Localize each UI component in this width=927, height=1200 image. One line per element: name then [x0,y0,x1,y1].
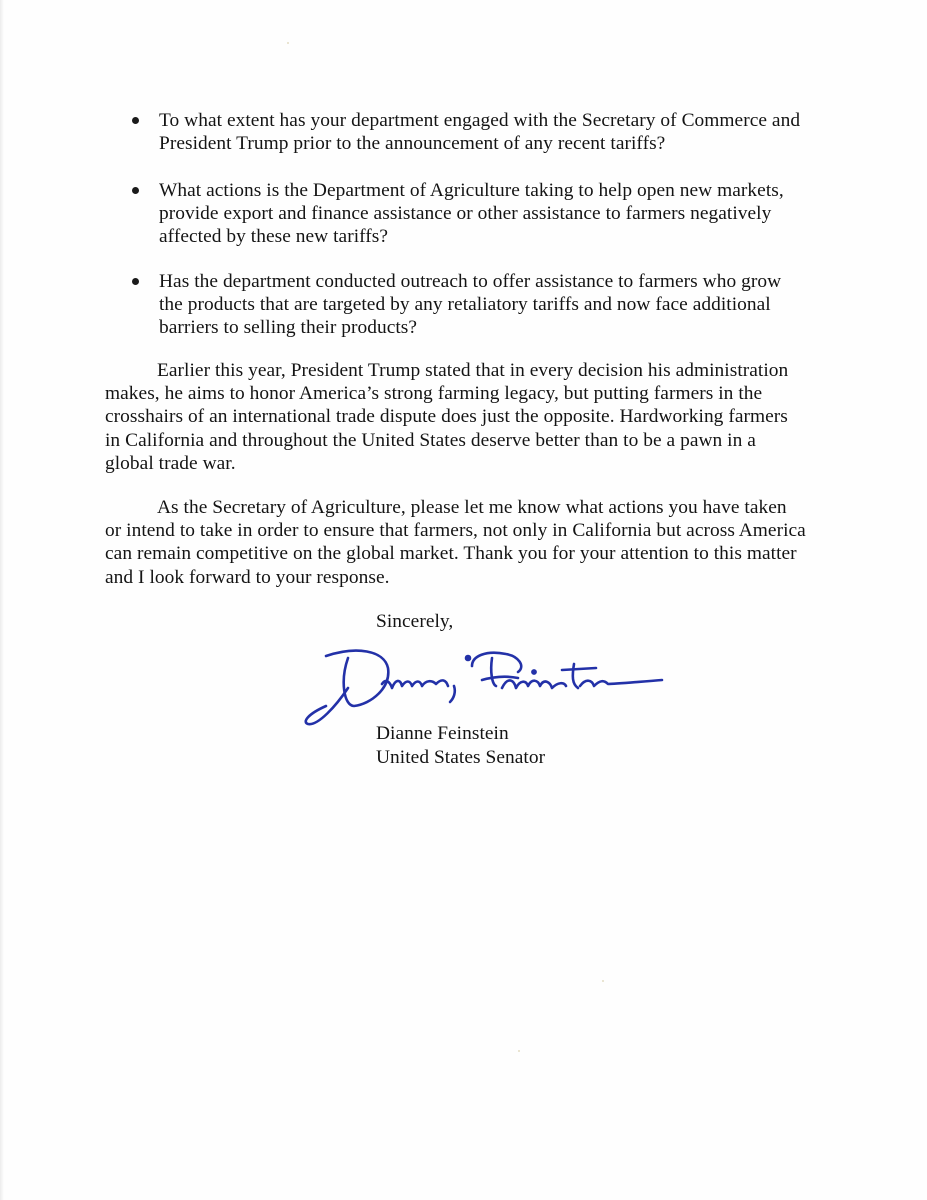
salutation: Sincerely, [376,611,454,632]
scan-edge-shadow [0,0,4,1200]
scan-speck [602,980,604,982]
scan-speck [518,1050,520,1052]
bullet-icon [132,117,139,124]
bullet-icon [132,278,139,285]
body-paragraph: Earlier this year, President Trump stated that in every decision his administration makes, he aims to honor America’s strong farming legacy, but putting farmers in the crosshairs of an international trade dispute does just the opposite. Hardworking farmers in California and throughout the United States deserve better than to be a pawn in a global trade war. [105,360,789,474]
signer-title: United States Senator [376,747,546,768]
question-text: Has the department conducted outreach to offer assistance to farmers who grow the products that are targeted by any retaliatory tariffs and now face additional barriers to selling their products? [159,271,782,339]
question-text: What actions is the Department of Agriculture taking to help open new markets, provide export and finance assistance or other assistance to farmers negatively affected by these new tariffs? [159,180,784,248]
bullet-icon [132,187,139,194]
scan-speck [287,42,289,44]
body-paragraph: As the Secretary of Agriculture, please let me know what actions you have taken or intend to take in order to ensure that farmers, not only in California but across America can remain competitive on the global market. Thank you for your attention to this matter and I look forward to your response. [105,497,806,588]
question-text: To what extent has your department engaged with the Secretary of Commerce and President Trump prior to the announcement of any recent tariffs? [159,110,801,155]
signer-name: Dianne Feinstein [376,723,509,744]
